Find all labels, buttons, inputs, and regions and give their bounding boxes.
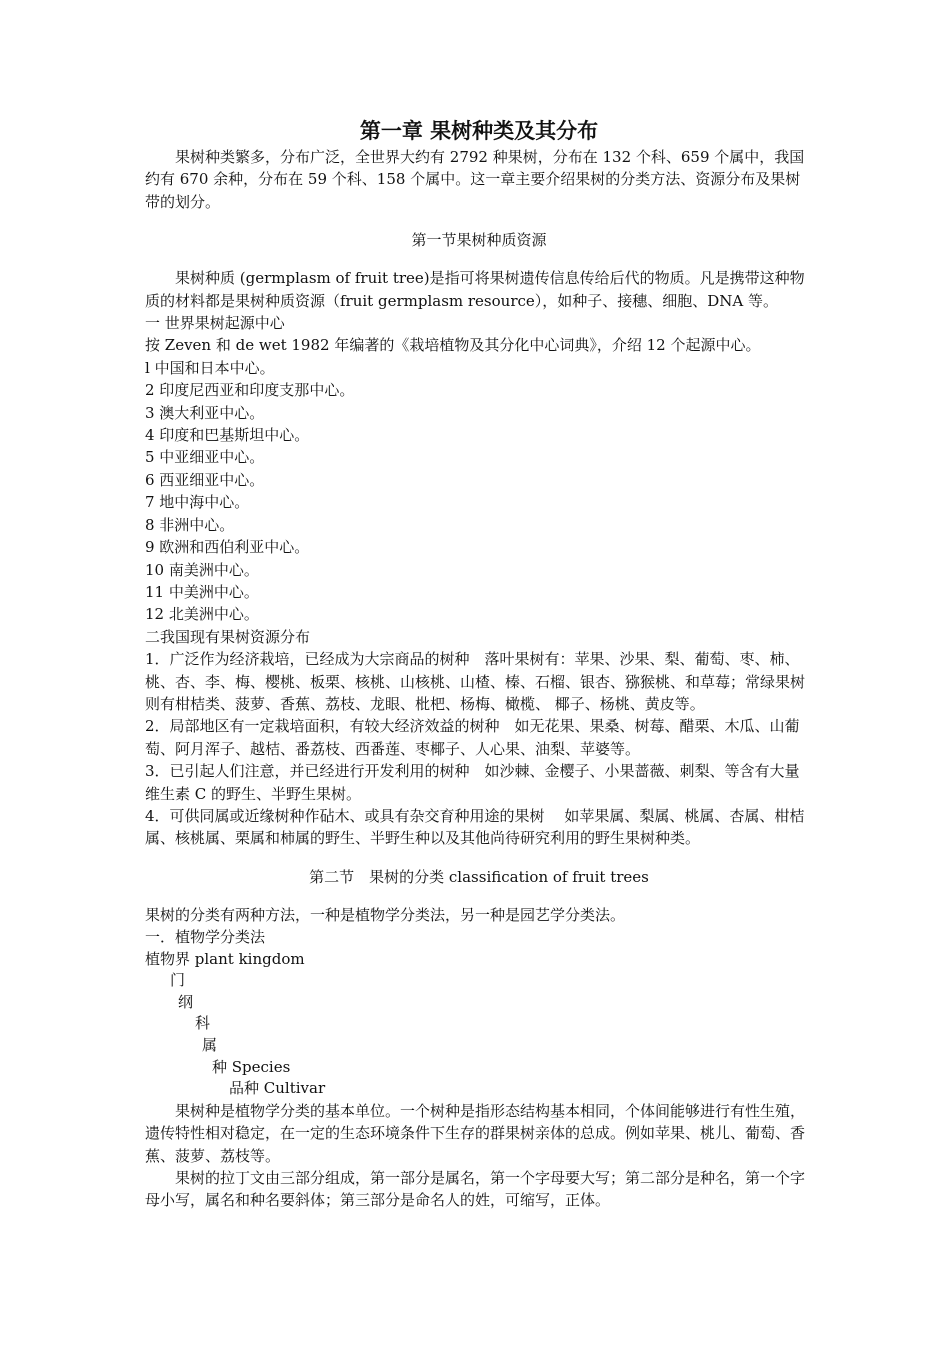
list-item: 7 地中海中心。	[145, 493, 250, 512]
world-origin-heading: 一 世界果树起源中心	[145, 314, 285, 333]
list-item: 2 印度尼西亚和印度支那中心。	[145, 381, 355, 400]
list-item: 11 中美洲中心。	[145, 582, 259, 601]
list-item: 4 印度和巴基斯坦中心。	[145, 426, 310, 445]
china-resources-heading: 二我国现有果树资源分布	[145, 627, 311, 646]
section1-title: 第一节果树种质资源	[411, 231, 547, 250]
taxonomy-level: 属	[202, 1035, 218, 1054]
germplasm-paragraph: 果树种质 (germplasm of fruit tree)是指可将果树遗传信息传给后代的物质。凡是携带这种物质的材料都是果树种质资源（fruit germplasm resource），如种子、接穗、细胞、DNA 等。	[145, 269, 805, 310]
list-item: 6 西亚细亚中心。	[145, 470, 265, 489]
list-item: 3 澳大利亚中心。	[145, 403, 265, 422]
section2-title: 第二节 果树的分类 classification of fruit trees	[309, 867, 649, 886]
origin-centers-list	[145, 357, 813, 626]
china-item: 4．可供同属或近缘树种作砧木、或具有杂交育种用途的果树 如苹果属、梨属、桃属、杏属、柑桔属、核桃属、栗属和柿属的野生、半野生种以及其他尚待研究利用的野生果树种类。	[145, 806, 805, 848]
china-item: 1．广泛作为经济栽培，已经成为大宗商品的树种 落叶果树有：苹果、沙果、梨、葡萄、枣、柿、桃、杏、李、梅、樱桃、板栗、核桃、山核桃、山楂、榛、石榴、银杏、猕猴桃、和草莓；常绿果树则有柑桔类、菠萝、香蕉、荔枝、龙眼、枇杷、杨梅、橄榄、 椰子、杨桃、黄皮等。	[145, 650, 806, 713]
china-item: 2．局部地区有一定栽培面积，有较大经济效益的树种 如无花果、果桑、树莓、醋栗、木瓜、山葡萄、阿月浑子、越桔、番荔枝、西番莲、枣椰子、人心果、油梨、苹婆等。	[145, 717, 800, 758]
zeven-line: 按 Zeven 和 de wet 1982 年编著的《栽培植物及其分化中心词典》，介绍 12 个起源中心。	[145, 336, 761, 355]
taxonomy-level: 种 Species	[212, 1057, 291, 1076]
document-page	[145, 112, 813, 1212]
botanical-heading: 一．植物学分类法	[145, 928, 266, 947]
taxonomy-level: 门	[170, 971, 186, 990]
taxonomy-level: 纲	[178, 992, 194, 1011]
list-item: 5 中亚细亚中心。	[145, 448, 265, 467]
taxonomy-level: 品种 Cultivar	[229, 1079, 326, 1098]
list-item: 9 欧洲和西伯利亚中心。	[145, 538, 310, 557]
china-item: 3．已引起人们注意，并已经进行开发利用的树种 如沙棘、金樱子、小果蔷薇、刺梨、等含有大量维生素 C 的野生、半野生果树。	[145, 762, 800, 803]
list-item: 12 北美洲中心。	[145, 605, 259, 624]
taxonomy-hierarchy	[145, 949, 813, 1100]
species-paragraph: 果树种是植物学分类的基本单位。一个树种是指形态结构基本相同，个体间能够进行有性生殖，遗传特性相对稳定，在一定的生态环境条件下生存的群果树亲体的总成。例如苹果、桃儿、葡萄、香蕉、菠萝、荔枝等。	[145, 1101, 806, 1165]
intro-paragraph: 果树种类繁多，分布广泛，全世界大约有 2792 种果树，分布在 132 个科、659 个属中，我国约有 670 余种，分布在 59 个科、158 个属中。这一章主要介绍果树的分类方法、资源分布及果树带的划分。	[145, 148, 805, 211]
list-item: 10 南美洲中心。	[145, 560, 259, 579]
list-item: 8 非洲中心。	[145, 515, 235, 534]
list-item: l 中国和日本中心。	[145, 358, 275, 377]
classification-intro: 果树的分类有两种方法，一种是植物学分类法，另一种是园艺学分类法。	[145, 905, 626, 924]
latin-name-paragraph: 果树的拉丁文由三部分组成，第一部分是属名，第一个字母要大写；第二部分是种名，第一个字母小写，属名和种名要斜体；第三部分是命名人的姓，可缩写，正体。	[145, 1168, 806, 1210]
taxonomy-level: 植物界 plant kingdom	[145, 949, 305, 968]
chapter-title: 第一章 果树种类及其分布	[359, 118, 599, 143]
taxonomy-level: 科	[195, 1014, 211, 1033]
